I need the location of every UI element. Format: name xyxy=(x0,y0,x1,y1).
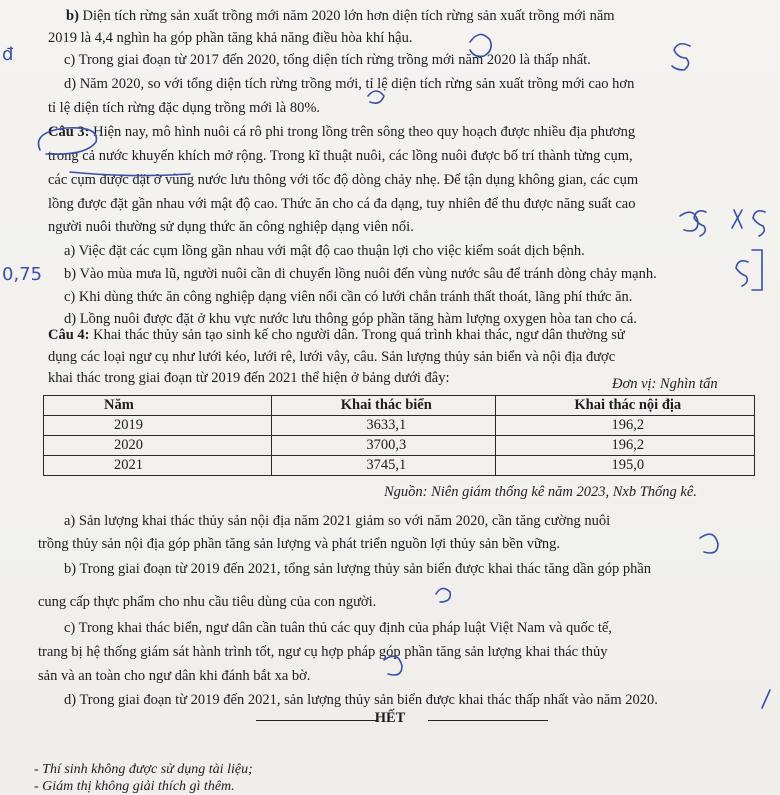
q4-label: Câu 4: xyxy=(48,327,90,343)
table-source: Nguồn: Niên giám thống kê năm 2023, Nxb Thống kê. xyxy=(380,484,701,501)
pen-mark-circle-nam xyxy=(368,91,384,103)
pen-mark-circle-q4b xyxy=(436,588,450,602)
q3-option-d: d) Lồng nuôi được đặt ở khu vực nước lưu thông góp phần tăng hàm lượng oxygen hòa tan cho cá. xyxy=(64,311,637,327)
cell-marine: 3745,1 xyxy=(272,456,496,476)
pen-mark-slash-q4d xyxy=(762,690,770,708)
cell-marine: 3700,3 xyxy=(272,436,496,456)
q3-stem-line3: các cụm được đặt ở vùng nước lưu thông với tốc độ dòng chảy nhẹ. Để tận dụng không gian, các cụm xyxy=(48,172,639,188)
q3-stem-line2: trong cả nước khuyến khích mở rộng. Trong kĩ thuật nuôi, các lồng nuôi được bố trí thành từng cụm, xyxy=(48,148,633,164)
q2-option-c: c) Trong giai đoạn từ 2017 đến 2020, tổng diện tích rừng trồng mới năm 2020 là thấp nhất. xyxy=(64,52,591,68)
q2-option-b-line1: b) Diện tích rừng sản xuất trồng mới năm 2020 lớn hơn diện tích rừng sản xuất trồng mới năm xyxy=(66,8,615,24)
q3-stem-line5: người nuôi thường sử dụng thức ăn công nghiệp dạng viên nổi. xyxy=(48,219,414,235)
q4-option-c-line2: trang bị hệ thống giám sát hành trình tốt, ngư cụ hợp pháp góp phần tăng sản lượng khai thác thủy xyxy=(38,644,608,660)
header-marine: Khai thác biển xyxy=(272,396,496,416)
q3-stem-line4: lồng được đặt gần nhau với mật độ cao. Thức ăn cho cá đa dạng, tuy nhiên để thu được năng suất cao xyxy=(48,196,636,212)
q4-option-a-line1: a) Sản lượng khai thác thủy sản nội địa năm 2021 giảm so với năm 2020, cần tăng cường nuôi xyxy=(64,513,611,529)
q3-option-a: a) Việc đặt các cụm lồng gần nhau với mật độ cao thuận lợi cho việc kiểm soát dịch bệnh. xyxy=(64,243,585,259)
q2-option-b-line2: 2019 là 4,4 nghìn ha góp phần tăng khả năng điều hòa khí hậu. xyxy=(48,30,413,46)
q3-option-b: b) Vào mùa mưa lũ, người nuôi cần di chuyển lồng nuôi đến vùng nước sâu để tránh dòng chảy mạnh. xyxy=(64,266,657,282)
cell-marine: 3633,1 xyxy=(272,416,496,436)
pen-mark-s-right xyxy=(753,211,765,236)
footer-note-1: - Thí sinh không được sử dụng tài liệu; xyxy=(34,762,253,777)
q2-option-d-line2: tỉ lệ diện tích rừng đặc dụng trồng mới là 80%. xyxy=(48,100,321,116)
q4-stem-line2: dụng các loại ngư cụ như lưới kéo, lưới rê, lưới vây, câu. Sản lượng thủy sản biển và nội địa được xyxy=(48,349,616,365)
table-unit: Đơn vị: Nghìn tấn xyxy=(612,376,718,392)
pen-mark-d-q4c xyxy=(384,656,402,675)
pen-mark-underline-q3 xyxy=(70,172,190,176)
q4-option-c-line3: sản và an toàn cho ngư dân khi đánh bắt xa bờ. xyxy=(38,668,311,684)
q2-option-d-line1: d) Năm 2020, so với tổng diện tích rừng trồng mới, tỉ lệ diện tích rừng sản xuất trồng mới cao hơn xyxy=(64,76,635,92)
header-inland: Khai thác nội địa xyxy=(495,396,754,416)
q3-label: Câu 3: xyxy=(48,124,90,140)
pen-mark-d-q4a xyxy=(700,534,718,553)
pen-mark-bracket-q3 xyxy=(752,250,762,290)
q4-stem-line3: khai thác trong giai đoạn từ 2019 đến 2021 thể hiện ở bảng dưới đây: xyxy=(48,370,450,386)
pen-mark-cross-q3a xyxy=(732,210,742,228)
q4-option-c-line1: c) Trong khai thác biển, ngư dân cần tuân thủ các quy định của pháp luật Việt Nam và quốc tế, xyxy=(64,620,612,636)
q4-option-d: d) Trong giai đoạn từ 2019 đến 2021, sản lượng thủy sản biển được khai thác thấp nhất vào năm 2020. xyxy=(64,692,658,708)
q4-stem-line1: Câu 4: Khai thác thủy sản tạo sinh kế cho người dân. Trong quá trình khai thác, ngư dân thường sử xyxy=(48,327,625,343)
margin-note-score: 0,75 xyxy=(2,264,43,285)
end-label: HẾT xyxy=(374,710,406,726)
q4-option-a-line2: trồng thủy sản nội địa góp phần tăng sản lượng và phát triển nguồn lợi thủy sản bền vững. xyxy=(38,536,560,552)
pen-mark-circle-q3 xyxy=(38,128,96,154)
cell-inland: 196,2 xyxy=(495,436,754,456)
cell-year: 2020 xyxy=(44,436,272,456)
pen-mark-s-q3b xyxy=(736,261,748,286)
cell-year: 2019 xyxy=(44,416,272,436)
q3-option-c: c) Khi dùng thức ăn công nghiệp dạng viên nổi cần có lưới chắn tránh thất thoát, lãng phí thức ăn. xyxy=(64,289,633,305)
margin-note-top: đ xyxy=(2,44,14,65)
header-year: Năm xyxy=(44,396,272,416)
q3-stem-line1: Câu 3: Hiện nay, mô hình nuôi cá rô phi trong lồng trên sông theo quy hoạch được nhiều địa phương xyxy=(48,124,636,140)
pen-mark-s-q2c xyxy=(672,44,690,70)
pen-mark-d-q2b xyxy=(470,34,491,56)
pen-mark-s-q3a xyxy=(694,211,706,236)
q4-option-b-line1: b) Trong giai đoạn từ 2019 đến 2021, tổng sản lượng thủy sản biển được khai thác tăng dần góp phần xyxy=(64,561,652,577)
cell-inland: 196,2 xyxy=(495,416,754,436)
footer-note-2: - Giám thị không giải thích gì thêm. xyxy=(34,779,235,794)
cell-year: 2021 xyxy=(44,456,272,476)
cell-inland: 195,0 xyxy=(495,456,754,476)
q4-option-b-line2: cung cấp thực phẩm cho nhu cầu tiêu dùng của con người. xyxy=(38,594,377,610)
